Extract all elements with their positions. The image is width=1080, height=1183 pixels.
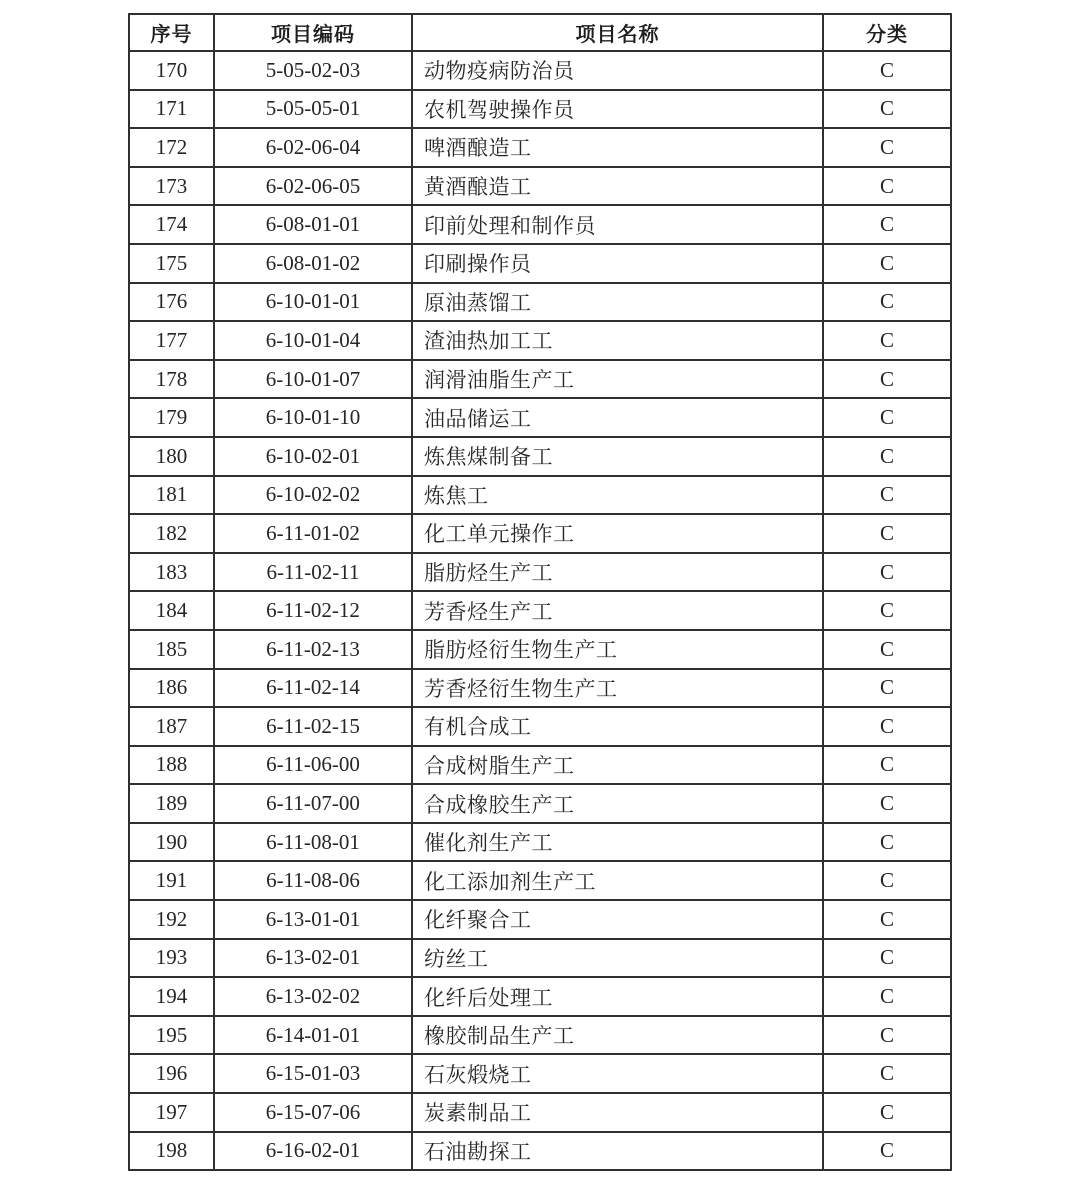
table-row bbox=[129, 669, 951, 708]
cell-code: 6-13-02-01 bbox=[214, 939, 412, 978]
cell-index: 177 bbox=[129, 321, 214, 360]
cell-name: 化工添加剂生产工 bbox=[412, 861, 823, 900]
cell-code: 6-11-02-12 bbox=[214, 591, 412, 630]
cell-index: 191 bbox=[129, 861, 214, 900]
cell-category: C bbox=[823, 437, 951, 476]
cell-name: 渣油热加工工 bbox=[412, 321, 823, 360]
table-body bbox=[129, 51, 951, 1170]
cell-category: C bbox=[823, 746, 951, 785]
cell-category: C bbox=[823, 476, 951, 515]
cell-code: 6-10-02-01 bbox=[214, 437, 412, 476]
table-row bbox=[129, 476, 951, 515]
table-row bbox=[129, 360, 951, 399]
cell-category: C bbox=[823, 707, 951, 746]
column-header-code: 项目编码 bbox=[214, 14, 412, 51]
table-row bbox=[129, 861, 951, 900]
cell-code: 6-02-06-05 bbox=[214, 167, 412, 206]
cell-index: 197 bbox=[129, 1093, 214, 1132]
cell-name: 原油蒸馏工 bbox=[412, 283, 823, 322]
table-row bbox=[129, 244, 951, 283]
table-row bbox=[129, 167, 951, 206]
table-header-row bbox=[129, 14, 951, 51]
table-row bbox=[129, 321, 951, 360]
cell-name: 印前处理和制作员 bbox=[412, 205, 823, 244]
cell-code: 6-16-02-01 bbox=[214, 1132, 412, 1171]
cell-name: 炼焦煤制备工 bbox=[412, 437, 823, 476]
cell-code: 6-14-01-01 bbox=[214, 1016, 412, 1055]
cell-name: 合成树脂生产工 bbox=[412, 746, 823, 785]
cell-name: 芳香烃生产工 bbox=[412, 591, 823, 630]
cell-category: C bbox=[823, 553, 951, 592]
cell-index: 193 bbox=[129, 939, 214, 978]
table-row bbox=[129, 746, 951, 785]
cell-code: 6-11-02-14 bbox=[214, 669, 412, 708]
table-row bbox=[129, 205, 951, 244]
cell-name: 农机驾驶操作员 bbox=[412, 90, 823, 129]
table-row bbox=[129, 977, 951, 1016]
cell-name: 啤酒酿造工 bbox=[412, 128, 823, 167]
table-row bbox=[129, 90, 951, 129]
cell-code: 6-11-07-00 bbox=[214, 784, 412, 823]
cell-code: 6-10-01-10 bbox=[214, 398, 412, 437]
cell-category: C bbox=[823, 630, 951, 669]
table-row bbox=[129, 1016, 951, 1055]
occupation-code-table bbox=[128, 13, 952, 1171]
cell-index: 174 bbox=[129, 205, 214, 244]
cell-category: C bbox=[823, 244, 951, 283]
cell-name: 化工单元操作工 bbox=[412, 514, 823, 553]
cell-index: 192 bbox=[129, 900, 214, 939]
cell-name: 纺丝工 bbox=[412, 939, 823, 978]
cell-index: 187 bbox=[129, 707, 214, 746]
table-row bbox=[129, 1093, 951, 1132]
cell-name: 黄酒酿造工 bbox=[412, 167, 823, 206]
cell-code: 5-05-02-03 bbox=[214, 51, 412, 90]
cell-code: 6-11-02-15 bbox=[214, 707, 412, 746]
cell-category: C bbox=[823, 90, 951, 129]
cell-index: 173 bbox=[129, 167, 214, 206]
cell-code: 6-02-06-04 bbox=[214, 128, 412, 167]
cell-name: 炼焦工 bbox=[412, 476, 823, 515]
column-header-index: 序号 bbox=[129, 14, 214, 51]
cell-index: 172 bbox=[129, 128, 214, 167]
cell-category: C bbox=[823, 977, 951, 1016]
cell-code: 6-13-01-01 bbox=[214, 900, 412, 939]
cell-category: C bbox=[823, 360, 951, 399]
cell-code: 6-15-01-03 bbox=[214, 1054, 412, 1093]
cell-index: 171 bbox=[129, 90, 214, 129]
cell-category: C bbox=[823, 167, 951, 206]
cell-name: 炭素制品工 bbox=[412, 1093, 823, 1132]
table-row bbox=[129, 283, 951, 322]
cell-category: C bbox=[823, 1054, 951, 1093]
cell-index: 195 bbox=[129, 1016, 214, 1055]
cell-category: C bbox=[823, 398, 951, 437]
table-row bbox=[129, 514, 951, 553]
cell-code: 6-11-06-00 bbox=[214, 746, 412, 785]
cell-category: C bbox=[823, 1132, 951, 1171]
cell-code: 6-11-08-06 bbox=[214, 861, 412, 900]
cell-index: 188 bbox=[129, 746, 214, 785]
cell-code: 5-05-05-01 bbox=[214, 90, 412, 129]
table-row bbox=[129, 707, 951, 746]
cell-category: C bbox=[823, 283, 951, 322]
cell-code: 6-15-07-06 bbox=[214, 1093, 412, 1132]
table-row bbox=[129, 591, 951, 630]
cell-index: 179 bbox=[129, 398, 214, 437]
cell-category: C bbox=[823, 669, 951, 708]
table-row bbox=[129, 51, 951, 90]
cell-category: C bbox=[823, 591, 951, 630]
cell-category: C bbox=[823, 823, 951, 862]
cell-category: C bbox=[823, 1093, 951, 1132]
table-row bbox=[129, 1132, 951, 1171]
cell-code: 6-11-08-01 bbox=[214, 823, 412, 862]
cell-category: C bbox=[823, 784, 951, 823]
cell-code: 6-11-02-11 bbox=[214, 553, 412, 592]
column-header-name: 项目名称 bbox=[412, 14, 823, 51]
cell-name: 石灰煅烧工 bbox=[412, 1054, 823, 1093]
table-row bbox=[129, 900, 951, 939]
cell-category: C bbox=[823, 1016, 951, 1055]
table-row bbox=[129, 823, 951, 862]
cell-category: C bbox=[823, 205, 951, 244]
cell-name: 脂肪烃生产工 bbox=[412, 553, 823, 592]
cell-index: 198 bbox=[129, 1132, 214, 1171]
cell-index: 178 bbox=[129, 360, 214, 399]
cell-index: 194 bbox=[129, 977, 214, 1016]
cell-name: 合成橡胶生产工 bbox=[412, 784, 823, 823]
table-row bbox=[129, 939, 951, 978]
cell-index: 181 bbox=[129, 476, 214, 515]
cell-code: 6-11-02-13 bbox=[214, 630, 412, 669]
cell-name: 脂肪烃衍生物生产工 bbox=[412, 630, 823, 669]
table-row bbox=[129, 553, 951, 592]
cell-index: 189 bbox=[129, 784, 214, 823]
cell-index: 182 bbox=[129, 514, 214, 553]
cell-index: 176 bbox=[129, 283, 214, 322]
table-row bbox=[129, 630, 951, 669]
cell-name: 催化剂生产工 bbox=[412, 823, 823, 862]
table-row bbox=[129, 437, 951, 476]
cell-category: C bbox=[823, 51, 951, 90]
cell-index: 186 bbox=[129, 669, 214, 708]
table-row bbox=[129, 784, 951, 823]
cell-code: 6-10-02-02 bbox=[214, 476, 412, 515]
cell-name: 有机合成工 bbox=[412, 707, 823, 746]
cell-index: 184 bbox=[129, 591, 214, 630]
cell-category: C bbox=[823, 128, 951, 167]
cell-category: C bbox=[823, 861, 951, 900]
table-row bbox=[129, 398, 951, 437]
cell-name: 橡胶制品生产工 bbox=[412, 1016, 823, 1055]
cell-code: 6-08-01-02 bbox=[214, 244, 412, 283]
column-header-category: 分类 bbox=[823, 14, 951, 51]
cell-name: 石油勘探工 bbox=[412, 1132, 823, 1171]
cell-code: 6-10-01-04 bbox=[214, 321, 412, 360]
cell-name: 化纤聚合工 bbox=[412, 900, 823, 939]
cell-category: C bbox=[823, 900, 951, 939]
cell-index: 170 bbox=[129, 51, 214, 90]
cell-index: 196 bbox=[129, 1054, 214, 1093]
cell-code: 6-11-01-02 bbox=[214, 514, 412, 553]
cell-index: 185 bbox=[129, 630, 214, 669]
cell-name: 油品储运工 bbox=[412, 398, 823, 437]
cell-category: C bbox=[823, 514, 951, 553]
cell-code: 6-08-01-01 bbox=[214, 205, 412, 244]
cell-index: 190 bbox=[129, 823, 214, 862]
cell-name: 印刷操作员 bbox=[412, 244, 823, 283]
cell-category: C bbox=[823, 939, 951, 978]
table-row bbox=[129, 128, 951, 167]
cell-code: 6-13-02-02 bbox=[214, 977, 412, 1016]
cell-name: 动物疫病防治员 bbox=[412, 51, 823, 90]
table-row bbox=[129, 1054, 951, 1093]
cell-name: 润滑油脂生产工 bbox=[412, 360, 823, 399]
cell-code: 6-10-01-01 bbox=[214, 283, 412, 322]
cell-index: 180 bbox=[129, 437, 214, 476]
cell-index: 175 bbox=[129, 244, 214, 283]
cell-code: 6-10-01-07 bbox=[214, 360, 412, 399]
cell-name: 芳香烃衍生物生产工 bbox=[412, 669, 823, 708]
cell-category: C bbox=[823, 321, 951, 360]
cell-index: 183 bbox=[129, 553, 214, 592]
cell-name: 化纤后处理工 bbox=[412, 977, 823, 1016]
